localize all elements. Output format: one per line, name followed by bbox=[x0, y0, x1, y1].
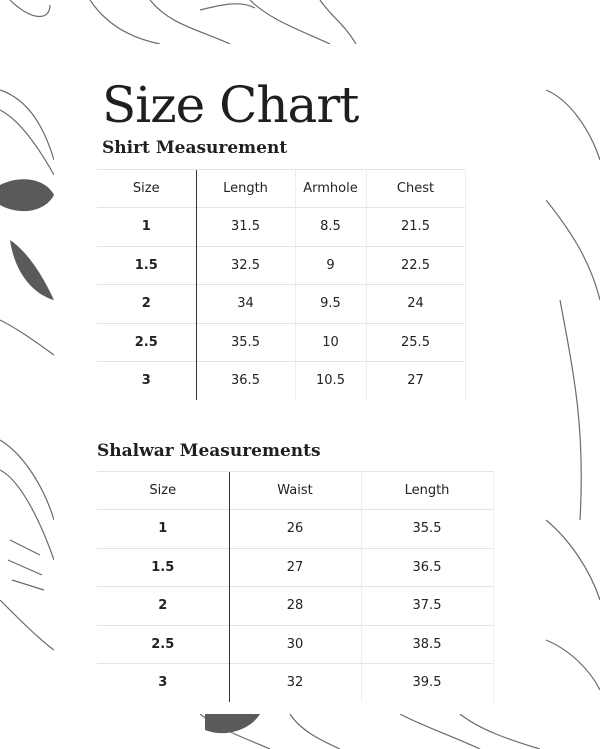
shirt-table bbox=[97, 169, 466, 400]
table-row bbox=[97, 548, 493, 587]
table-row bbox=[97, 208, 465, 247]
size-cell: 1.5 bbox=[97, 246, 196, 285]
table-cell: 36.5 bbox=[361, 548, 493, 587]
size-cell: 3 bbox=[97, 362, 196, 400]
table-row bbox=[97, 587, 493, 626]
table-cell: 25.5 bbox=[366, 323, 465, 362]
page-title: Size Chart bbox=[102, 76, 359, 134]
table-cell: 37.5 bbox=[361, 587, 493, 626]
size-chart-card bbox=[54, 44, 546, 714]
table-cell: 9 bbox=[295, 246, 366, 285]
table-cell: 32 bbox=[229, 664, 361, 702]
size-cell: 1.5 bbox=[97, 548, 229, 587]
table-cell: 24 bbox=[366, 285, 465, 324]
table-row bbox=[97, 285, 465, 324]
column-header: Waist bbox=[229, 472, 361, 510]
table-cell: 35.5 bbox=[196, 323, 295, 362]
table-cell: 10.5 bbox=[295, 362, 366, 400]
table-row bbox=[97, 510, 493, 549]
size-cell: 2.5 bbox=[97, 625, 229, 664]
table-cell: 39.5 bbox=[361, 664, 493, 702]
table-cell: 10 bbox=[295, 323, 366, 362]
shalwar-heading: Shalwar Measurements bbox=[97, 441, 321, 461]
table-cell: 30 bbox=[229, 625, 361, 664]
column-header: Length bbox=[361, 472, 493, 510]
size-cell: 2.5 bbox=[97, 323, 196, 362]
table-cell: 8.5 bbox=[295, 208, 366, 247]
size-cell: 2 bbox=[97, 587, 229, 626]
column-header: Size bbox=[97, 472, 229, 510]
shirt-heading: Shirt Measurement bbox=[102, 138, 288, 158]
table-cell: 38.5 bbox=[361, 625, 493, 664]
table-cell: 32.5 bbox=[196, 246, 295, 285]
table-cell: 31.5 bbox=[196, 208, 295, 247]
table-cell: 22.5 bbox=[366, 246, 465, 285]
table-row bbox=[97, 362, 465, 400]
table-row bbox=[97, 323, 465, 362]
table-cell: 36.5 bbox=[196, 362, 295, 400]
table-cell: 34 bbox=[196, 285, 295, 324]
column-header: Length bbox=[196, 170, 295, 208]
table-header-row bbox=[97, 472, 493, 510]
size-cell: 1 bbox=[97, 208, 196, 247]
table-row bbox=[97, 625, 493, 664]
table-header-row bbox=[97, 170, 465, 208]
table-cell: 27 bbox=[366, 362, 465, 400]
table-row bbox=[97, 664, 493, 702]
size-cell: 1 bbox=[97, 510, 229, 549]
shalwar-table bbox=[97, 471, 494, 702]
size-cell: 3 bbox=[97, 664, 229, 702]
table-cell: 27 bbox=[229, 548, 361, 587]
table-cell: 21.5 bbox=[366, 208, 465, 247]
table-cell: 26 bbox=[229, 510, 361, 549]
column-header: Size bbox=[97, 170, 196, 208]
column-header: Chest bbox=[366, 170, 465, 208]
column-header: Armhole bbox=[295, 170, 366, 208]
table-cell: 35.5 bbox=[361, 510, 493, 549]
table-cell: 28 bbox=[229, 587, 361, 626]
size-cell: 2 bbox=[97, 285, 196, 324]
table-cell: 9.5 bbox=[295, 285, 366, 324]
table-row bbox=[97, 246, 465, 285]
